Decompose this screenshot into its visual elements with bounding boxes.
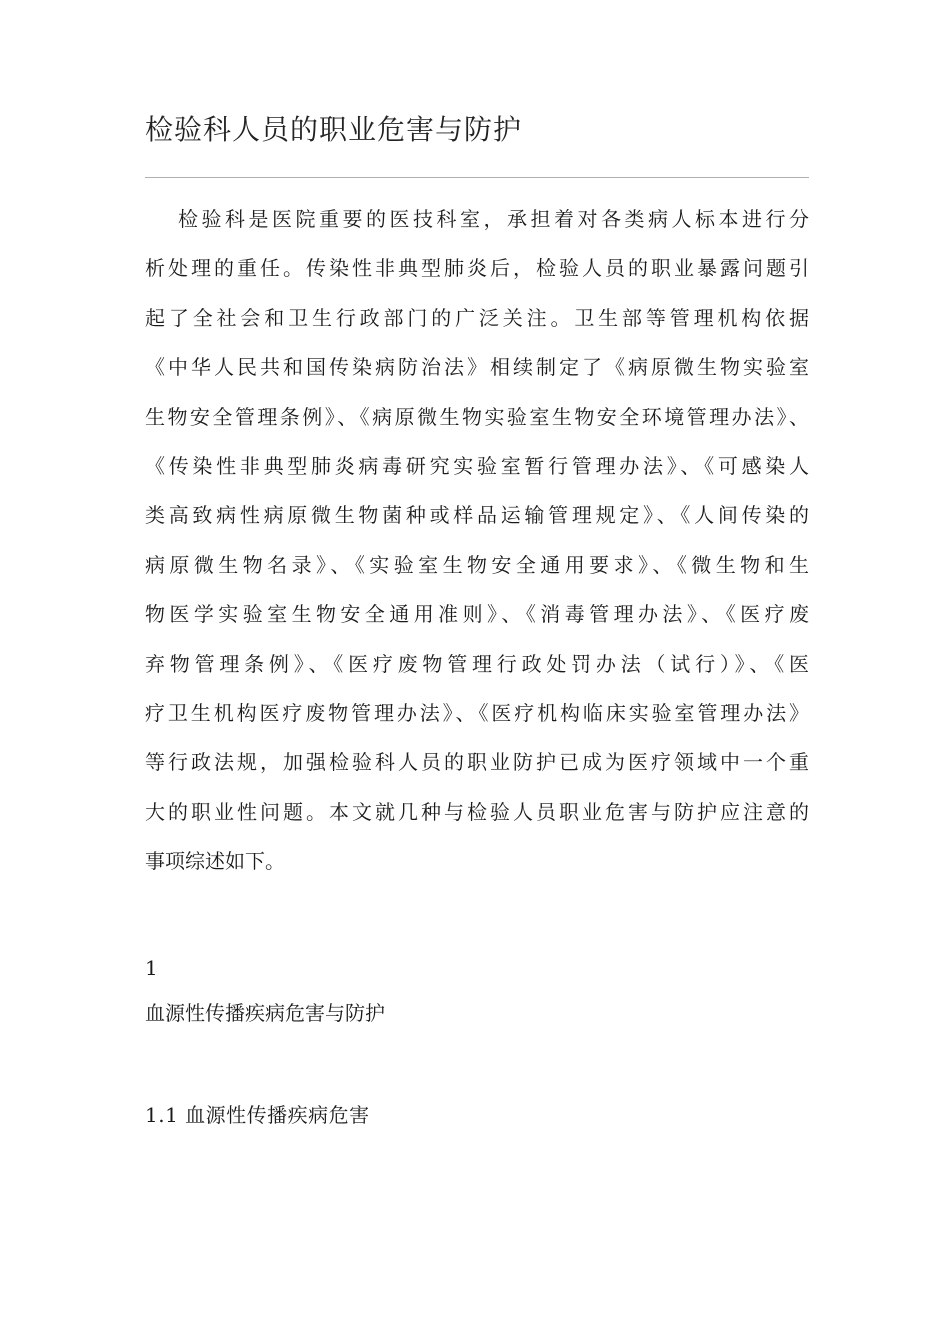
paragraph-line: 病原微生物名录》、《实验室生物安全通用要求》、《微生物和生	[145, 552, 809, 577]
paragraph-line: 《传染性非典型肺炎病毒研究实验室暂行管理办法》、《可感染人	[145, 454, 809, 479]
paragraph-line: 大的职业性问题。本文就几种与检验人员职业危害与防护应注意的	[145, 799, 809, 824]
paragraph-line: 析处理的重任。传染性非典型肺炎后，检验人员的职业暴露问题引	[145, 256, 809, 281]
subsection-heading: 1.1 血源性传播疾病危害	[145, 1103, 370, 1127]
section-heading: 血源性传播疾病危害与防护	[145, 1001, 385, 1025]
section-number: 1	[145, 956, 158, 980]
paragraph-line: 《中华人民共和国传染病防治法》相续制定了《病原微生物实验室	[145, 355, 809, 380]
title-divider	[145, 177, 809, 178]
paragraph-line: 物医学实验室生物安全通用准则》、《消毒管理办法》、《医疗废	[145, 602, 809, 627]
intro-paragraph	[145, 195, 809, 887]
paragraph-line: 起了全社会和卫生行政部门的广泛关注。卫生部等管理机构依据	[145, 305, 809, 330]
paragraph-line: 检验科是医院重要的医技科室，承担着对各类病人标本进行分	[178, 207, 809, 231]
document-title: 检验科人员的职业危害与防护	[145, 113, 523, 146]
paragraph-line: 疗卫生机构医疗废物管理办法》、《医疗机构临床实验室管理办法》	[145, 701, 809, 726]
paragraph-line: 类高致病性病原微生物菌种或样品运输管理规定》、《人间传染的	[145, 503, 809, 528]
paragraph-line: 等行政法规，加强检验科人员的职业防护已成为医疗领域中一个重	[145, 750, 809, 775]
paragraph-line: 事项综述如下。	[145, 849, 285, 874]
paragraph-line: 弃物管理条例》、《医疗废物管理行政处罚办法（试行）》、《医	[145, 651, 809, 676]
paragraph-line: 生物安全管理条例》、《病原微生物实验室生物安全环境管理办法》、	[145, 404, 809, 429]
